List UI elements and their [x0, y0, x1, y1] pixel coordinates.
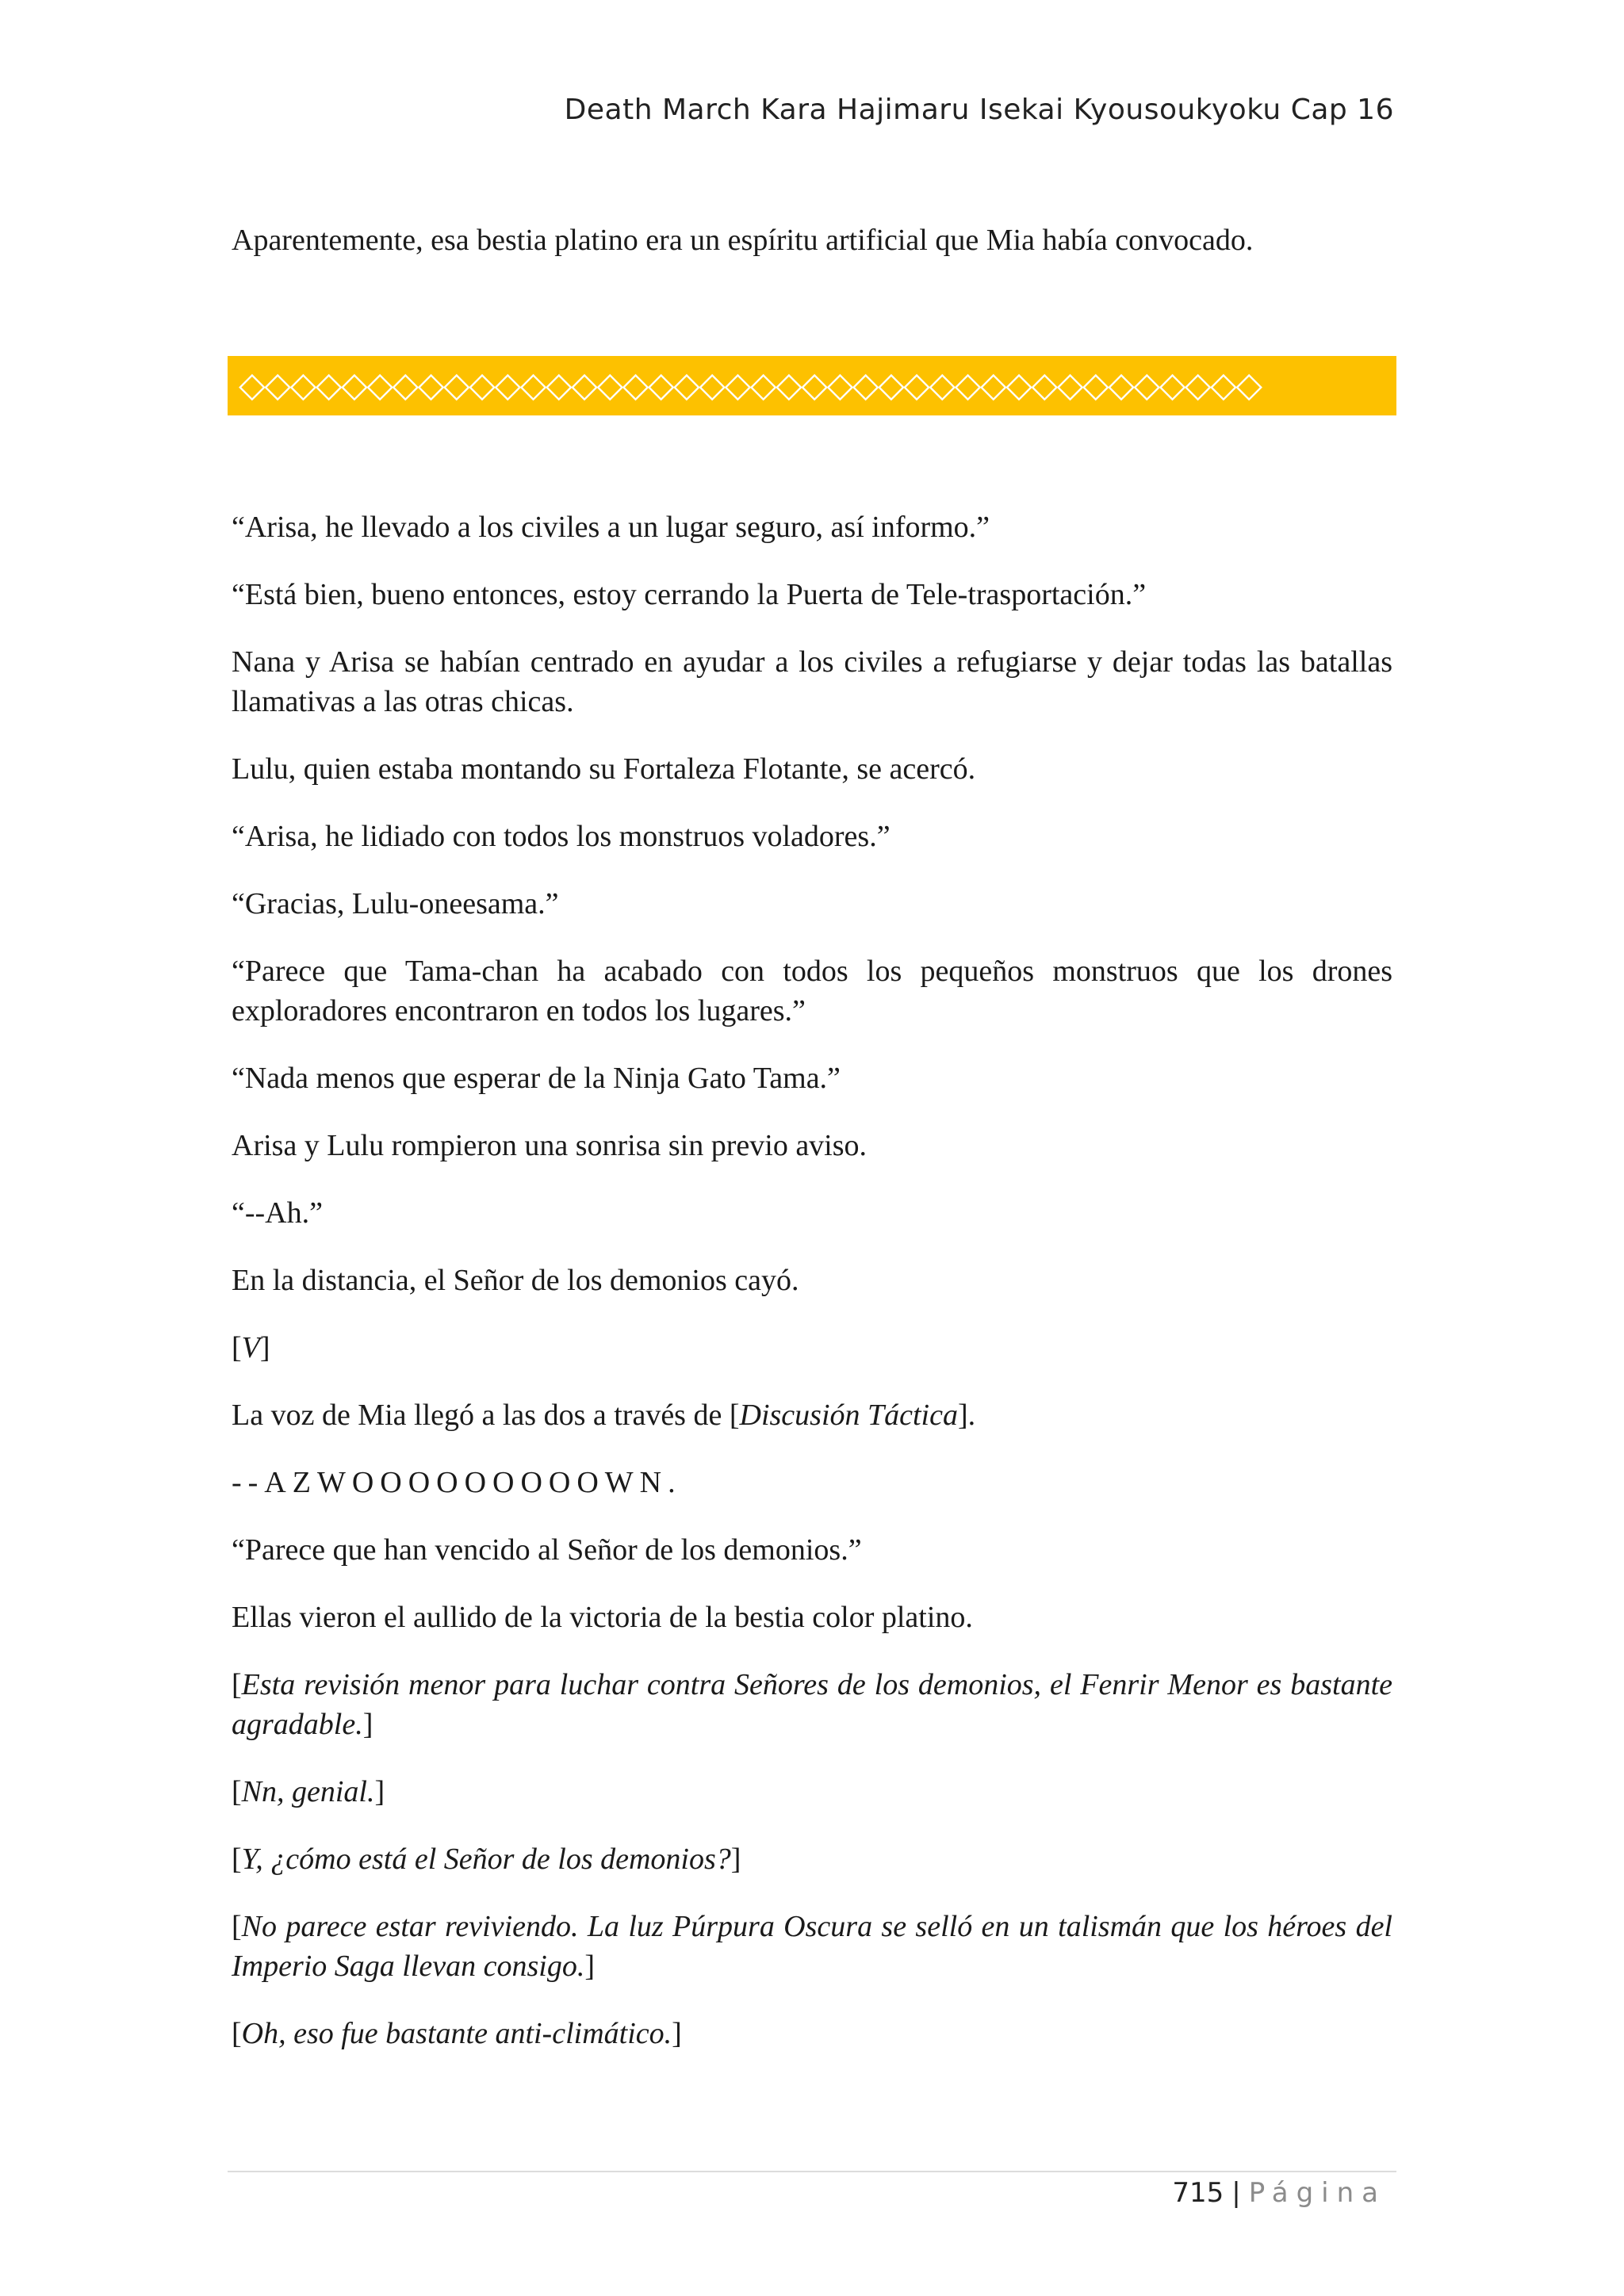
italic-text: Oh, eso fue bastante anti-climático. — [241, 2017, 672, 2050]
paragraph — [232, 1395, 1392, 1435]
paragraph: Nana y Arisa se habían centrado en ayudar a los civiles a refugiarse y dejar todas las batallas llamativas a las otras chicas. — [232, 645, 1392, 718]
paragraph: “Gracias, Lulu-oneesama.” — [232, 887, 559, 920]
page-number: 715 — [1172, 2177, 1224, 2209]
running-header: Death March Kara Hajimaru Isekai Kyousoukyoku Cap 16 — [564, 94, 1394, 126]
paragraph: [Esta revisión menor para luchar contra Señores de los demonios, el Fenrir Menor es bastante agradable.] — [232, 1668, 1392, 1741]
paragraph: [Oh, eso fue bastante anti-climático.] — [232, 2017, 682, 2050]
page-footer — [1172, 2177, 1386, 2209]
paragraph: [V] — [232, 1331, 270, 1364]
italic-text: Discusión Táctica — [739, 1399, 958, 1432]
italic-text: Y, ¿cómo está el Señor de los demonios? — [241, 1843, 731, 1876]
paragraph: “Parece que han vencido al Señor de los demonios.” — [232, 1533, 862, 1567]
italic-text: V — [241, 1331, 260, 1364]
text-span: ]. — [957, 1399, 976, 1432]
paragraph: “--Ah.” — [232, 1196, 323, 1230]
paragraph: [Y, ¿cómo está el Señor de los demonios?] — [232, 1843, 741, 1876]
footer-rule — [228, 2171, 1396, 2172]
paragraph: --AZWOOOOOOOOOWN. — [232, 1466, 682, 1499]
italic-text: Esta revisión menor para luchar contra Señores de los demonios, el Fenrir Menor es bastante agradable. — [232, 1668, 1392, 1741]
diamond-pattern-icon: ◇◇◇◇◇◇◇◇◇◇◇◇◇◇◇◇◇◇◇◇◇◇◇◇◇◇◇◇◇◇◇◇◇◇◇◇◇◇◇◇ — [239, 365, 1262, 405]
italic-text: No parece estar reviviendo. La luz Púrpura Oscura se selló en un talismán que los héroes del Imperio Saga llevan consigo. — [232, 1910, 1392, 1983]
paragraph: “Arisa, he llevado a los civiles a un lugar seguro, así informo.” — [232, 511, 990, 544]
paragraph: “Parece que Tama-chan ha acabado con todos los pequeños monstruos que los drones exploradores encontraron en todos los lugares.” — [232, 955, 1392, 1027]
paragraph: [Nn, genial.] — [232, 1775, 385, 1808]
paragraph: “Arisa, he lidiado con todos los monstruos voladores.” — [232, 820, 891, 853]
page-label: Página — [1248, 2177, 1386, 2209]
paragraph: Aparentemente, esa bestia platino era un espíritu artificial que Mia había convocado. — [232, 224, 1254, 257]
paragraph: Lulu, quien estaba montando su Fortaleza Flotante, se acercó. — [232, 752, 976, 786]
paragraph: [No parece estar reviviendo. La luz Púrpura Oscura se selló en un talismán que los héroes del Imperio Saga llevan consigo.] — [232, 1910, 1392, 1983]
paragraph: En la distancia, el Señor de los demonios cayó. — [232, 1264, 799, 1297]
scene-break-divider — [228, 356, 1396, 415]
paragraph: Ellas vieron el aullido de la victoria de la bestia color platino. — [232, 1601, 973, 1634]
paragraph: Arisa y Lulu rompieron una sonrisa sin previo aviso. — [232, 1129, 868, 1162]
paragraph: “Está bien, bueno entonces, estoy cerrando la Puerta de Tele-trasportación.” — [232, 578, 1147, 611]
text-span: La voz de Mia llegó a las dos a través de [ — [232, 1399, 740, 1432]
italic-text: Nn, genial. — [241, 1775, 375, 1808]
footer-separator: | — [1231, 2177, 1241, 2209]
paragraph: “Nada menos que esperar de la Ninja Gato Tama.” — [232, 1062, 841, 1095]
